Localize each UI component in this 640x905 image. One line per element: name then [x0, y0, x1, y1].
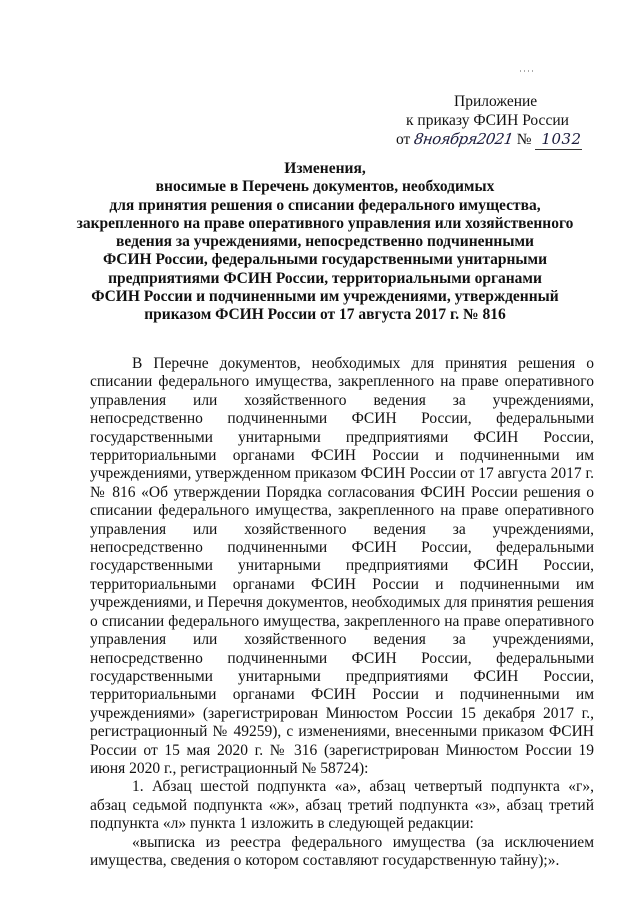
- appendix-order-ref: к приказу ФСИН России: [406, 112, 569, 129]
- body-paragraph-intro: В Перечне документов, необходимых для принятия решения о списании федерального имущества, закрепленного на праве оперативного управления или хозяйственного ведения за учреждениями, непосредственно подчиненными ФСИН России, федеральными государственными унитарными предприятиями ФСИН России, территориальными органами ФСИН России и подчиненными им учреждениями, утвержденном приказом ФСИН России от 17 августа 2017 г. № 816 «Об утверждении Порядка согласования ФСИН России решения о списании федерального имущества, закрепленного на праве оперативного управления или хозяйственного ведения за учреждениями, непосредственно подчиненными ФСИН России, федеральными государственными унитарными предприятиями ФСИН России, территориальными органами ФСИН России и подчиненными им учреждениями, и Перечня документов, необходимых для принятия решения о списании федерального имущества, закрепленного на праве оперативного управления или хозяйственного ведения за учреждениями, непосредственно подчиненными ФСИН России, федеральными государственными унитарными предприятиями ФСИН России, территориальными органами ФСИН России и подчиненными им учреждениями» (зарегистрирован Минюстом России 15 декабря 2017 г., регистрационный № 49259), с изменениями, внесенными приказом ФСИН России от 15 мая 2020 г. № 316 (зарегистрирован Минюстом России 19 июня 2020 г., регистрационный № 58724):: [90, 355, 595, 777]
- document-body: [90, 355, 594, 870]
- title-line: ФСИН России и подчиненными им учреждениями, утвержденный: [91, 288, 559, 306]
- title-line: ФСИН России, федеральными государственными унитарными: [102, 251, 548, 269]
- title-line: для принятия решения о списании федерального имущества,: [109, 196, 541, 214]
- title-line: приказом ФСИН России от 17 августа 2017 г. № 816: [144, 306, 506, 324]
- appendix-date-number: [396, 130, 606, 150]
- appendix-header: [396, 92, 606, 150]
- title-line: вносимые в Перечень документов, необходимых: [155, 178, 495, 196]
- handwritten-date: 8ноября2021: [413, 130, 515, 148]
- date-prefix: от: [396, 131, 411, 148]
- title-line: предприятиями ФСИН России, территориальными органами: [108, 269, 542, 287]
- document-title: [60, 160, 590, 325]
- title-line: ведения за учреждениями, непосредственно подчиненными: [116, 233, 534, 251]
- scan-speck: [520, 70, 534, 72]
- number-prefix: №: [516, 131, 532, 148]
- handwritten-number: 1032: [535, 130, 581, 150]
- body-paragraph-quote: «выписка из реестра федерального имущества (за исключением имущества, сведения о котором составляют государственную тайну);».: [90, 833, 594, 869]
- title-line: Изменения,: [284, 160, 366, 177]
- body-paragraph-item-1: 1. Абзац шестой подпункта «а», абзац четвертый подпункта «г», абзац седьмой подпункта «ж», абзац третий подпункта «з», абзац третий подпункта «л» пункта 1 изложить в следующей редакции:: [90, 778, 594, 833]
- appendix-label: Приложение: [454, 93, 538, 110]
- title-line: закрепленного на праве оперативного управления или хозяйственного: [76, 214, 574, 232]
